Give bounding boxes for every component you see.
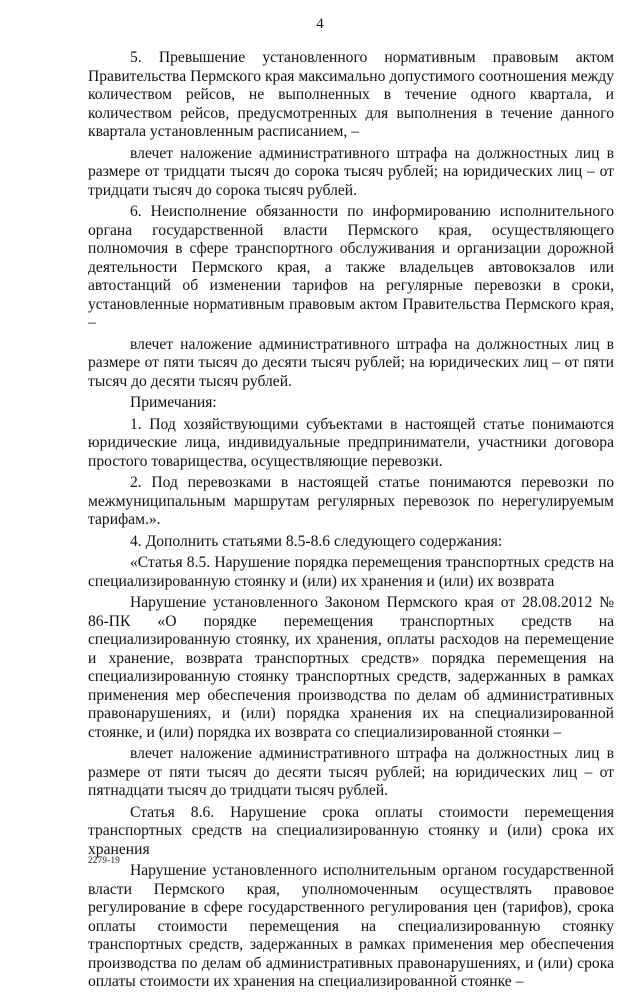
article-8-5-penalty: влечет наложение административного штрафа на должностных лиц в размере от пяти тысяч до десяти тысяч рублей; на юридических лиц – от пятнадцати тысяч до тридцати тысяч рублей. <box>88 745 614 799</box>
page-number: 4 <box>316 16 324 32</box>
footer-code: 2279-19 <box>88 855 121 865</box>
note-1: 1. Под хозяйствующими субъектами в настоящей статье понимаются юридические лица, индивидуальные предприниматели, участники договора простого товарищества, осуществляющие перевозки. <box>88 415 614 470</box>
paragraph-penalty-5: влечет наложение административного штрафа на должностных лиц в размере от тридцати тысяч до сорока тысяч рублей; на юридических лиц – от тридцати тысяч до сорока тысяч рублей. <box>88 144 614 199</box>
article-8-6-body: Нарушение установленного исполнительным органом государственной власти Пермского края, уполномоченным осуществлять правовое регулирование в сфере государственного регулирования цен (тарифов), срока оплаты стоимости перемещения на специализированную стоянку транспортных средств, задержанных в рамках применения мер обеспечения производства по делам об административных правонарушениях, и (или) срока оплаты стоимости их хранения на специализированной стоянке – <box>88 862 614 990</box>
paragraph-item-5: 5. Превышение установленного нормативным правовым актом Правительства Пермского края максимально допустимого соотношения между количеством рейсов, не выполненных в течение одного квартала, и количеством рейсов, предусмотренных для выполнения в течение данного квартала установленным расписанием, – <box>88 49 614 140</box>
article-8-5-heading: «Статья 8.5. Нарушение порядка перемещения транспортных средств на специализированную стоянку и (или) их хранения и (или) их возврата <box>88 554 614 590</box>
notes-heading: Примечания: <box>130 394 217 411</box>
article-8-6-heading: Статья 8.6. Нарушение срока оплаты стоимости перемещения транспортных средств на специализированную стоянку и (или) срока их хранения <box>88 803 614 858</box>
article-8-5-body: Нарушение установленного Законом Пермского края от 28.08.2012 № 86-ПК «О порядке перемещения транспортных средств на специализированную стоянку, их хранения, оплаты расходов на перемещение и хранение, возврата транспортных средств» порядка перемещения на специализированную стоянку транспортных средств, задержанных в рамках применения мер обеспечения производства по делам об административных правонарушениях, и (или) порядка хранения их на специализированной стоянке, и (или) порядка их возврата со специализированной стоянки – <box>88 594 614 741</box>
document-body <box>88 49 614 992</box>
paragraph-penalty-6: влечет наложение административного штрафа на должностных лиц в размере от пяти тысяч до десяти тысяч рублей; на юридических лиц – от пяти тысяч до десяти тысяч рублей. <box>88 335 614 390</box>
amendment-item-4: 4. Дополнить статьями 8.5-8.6 следующего содержания: <box>130 532 503 550</box>
note-2: 2. Под перевозками в настоящей статье понимаются перевозки по межмуниципальным маршрутам регулярных перевозок по нерегулируемым тарифам.». <box>88 474 614 528</box>
paragraph-item-6: 6. Неисполнение обязанности по информированию исполнительного органа государственной власти Пермского края, осуществляющего полномочия в сфере транспортного обслуживания и организации дорожной деятельности Пермского края, а также владельцев автовокзалов или автостанций об изменении тарифов на регулярные перевозки в сроки, установленные нормативным правовым актом Правительства Пермского края, – <box>88 203 614 331</box>
